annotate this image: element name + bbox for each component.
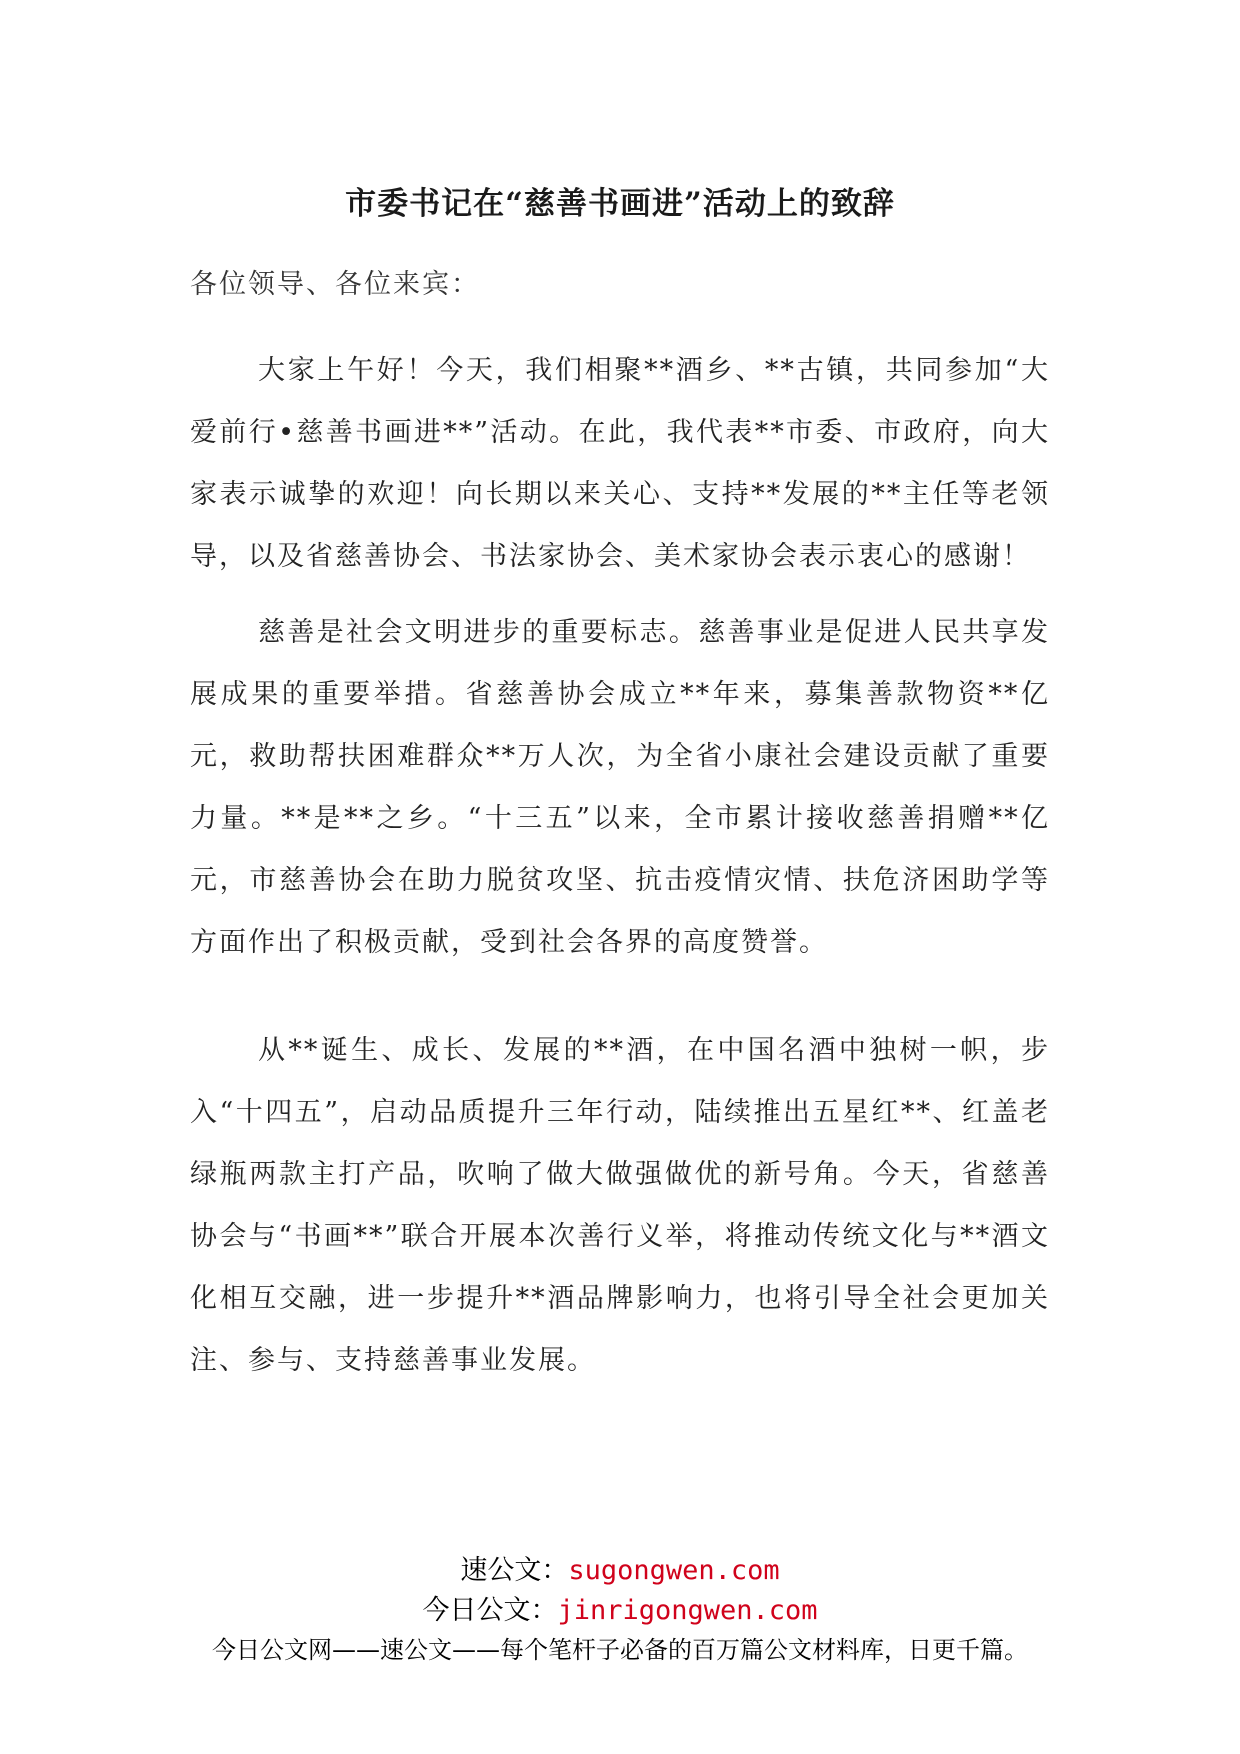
footer-sugongwen bbox=[0, 1548, 1240, 1587]
body-paragraph-1: 大家上午好！今天，我们相聚**酒乡、**古镇，共同参加“大爱前行•慈善书画进**”活动。在此，我代表**市委、市政府，向大家表示诚挚的欢迎！向长期以来关心、支持**发展的**主任等老领导，以及省慈善协会、书法家协会、美术家协会表示衷心的感谢！ bbox=[190, 355, 1050, 572]
footer-jinrigongwen bbox=[0, 1588, 1240, 1627]
footer-sugongwen-label: 速公文： bbox=[460, 1555, 569, 1586]
document-title: 市委书记在“慈善书画进”活动上的致辞 bbox=[345, 186, 895, 222]
footer-sugongwen-url[interactable]: sugongwen.com bbox=[568, 1555, 780, 1586]
footer-jinrigongwen-url[interactable]: jinrigongwen.com bbox=[557, 1595, 818, 1626]
body-paragraph-2: 慈善是社会文明进步的重要标志。慈善事业是促进人民共享发展成果的重要举措。省慈善协会成立**年来，募集善款物资**亿元，救助帮扶困难群众**万人次，为全省小康社会建设贡献了重要力量。**是**之乡。“十三五”以来，全市累计接收慈善捐赠**亿元，市慈善协会在助力脱贫攻坚、抗击疫情灾情、扶危济困助学等方面作出了积极贡献，受到社会各界的高度赞誉。 bbox=[190, 617, 1050, 958]
body-paragraph-3: 从**诞生、成长、发展的**酒，在中国名酒中独树一帜，步入“十四五”，启动品质提升三年行动，陆续推出五星红**、红盖老绿瓶两款主打产品，吹响了做大做强做优的新号角。今天，省慈善协会与“书画**”联合开展本次善行义举，将推动传统文化与**酒文化相互交融，进一步提升**酒品牌影响力，也将引导全社会更加关注、参与、支持慈善事业发展。 bbox=[190, 1035, 1050, 1376]
salutation: 各位领导、各位来宾： bbox=[190, 269, 480, 300]
footer-slogan: 今日公文网——速公文——每个笔杆子必备的百万篇公文材料库，日更千篇。 bbox=[212, 1636, 1028, 1664]
footer-jinrigongwen-label: 今日公文： bbox=[422, 1595, 558, 1626]
